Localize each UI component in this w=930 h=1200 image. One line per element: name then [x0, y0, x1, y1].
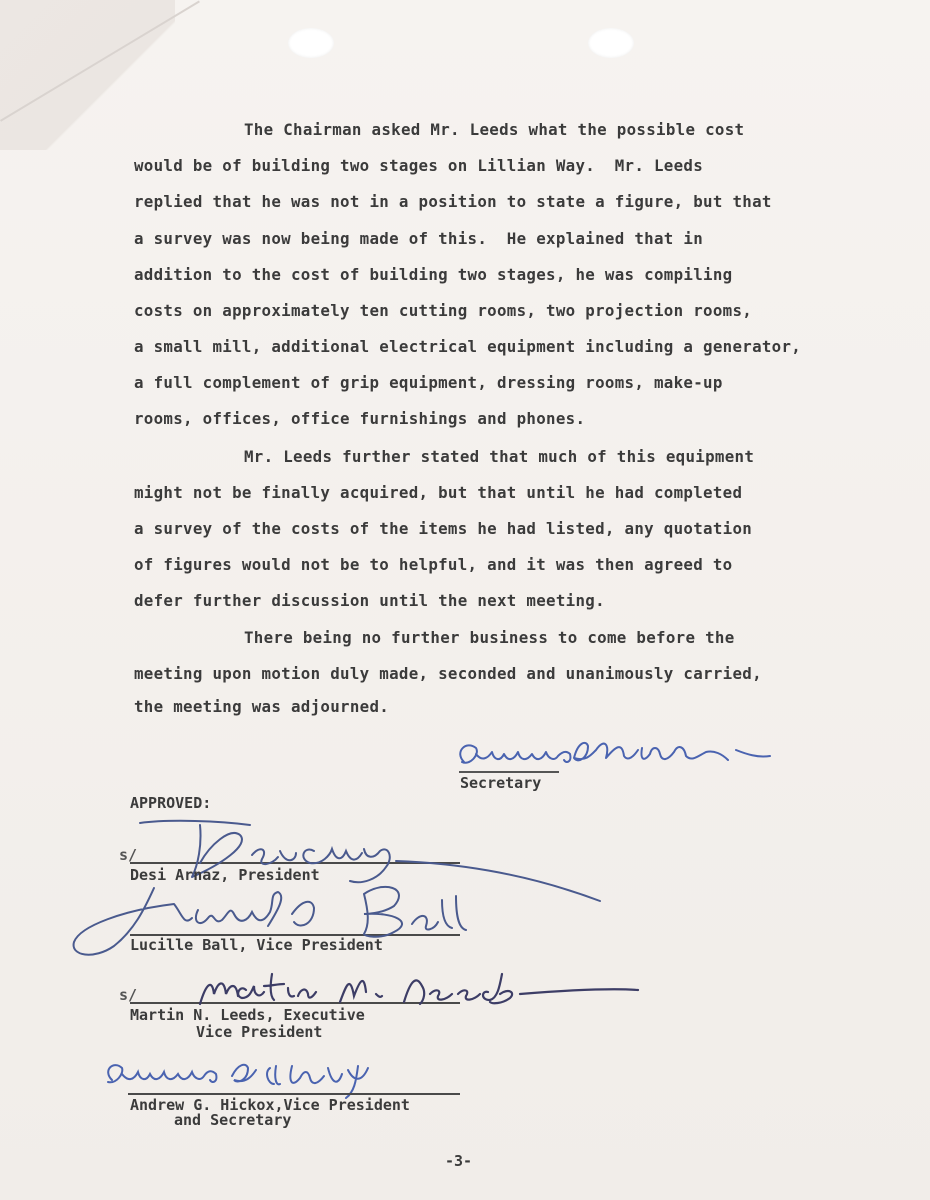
punch-hole-left — [288, 28, 334, 58]
approver-3-prefix: s/ — [119, 986, 138, 1004]
text-line: costs on approximately ten cutting rooms, two projection rooms, — [134, 301, 753, 320]
text-line: would be of building two stages on Lillian Way. Mr. Leeds — [134, 156, 704, 175]
text-line: defer further discussion until the next meeting. — [134, 591, 605, 610]
text-line: of figures would not be to helpful, and it was then agreed to — [134, 555, 733, 574]
approver-1-prefix: s/ — [119, 846, 138, 864]
folded-corner — [0, 0, 175, 150]
page-number: -3- — [445, 1152, 473, 1170]
text-line: the meeting was adjourned. — [134, 697, 390, 716]
text-line: a small mill, additional electrical equipment including a generator, — [134, 337, 802, 356]
secretary-title: Secretary — [460, 774, 542, 792]
text-line: addition to the cost of building two stages, he was compiling — [134, 265, 733, 284]
approver-1-name: Desi Arnaz, President — [130, 866, 320, 884]
punch-hole-right — [588, 28, 634, 58]
approver-4-name-line2: and Secretary — [174, 1111, 292, 1129]
approver-3-name-line2: Vice President — [196, 1023, 323, 1041]
approver-2-name: Lucille Ball, Vice President — [130, 936, 383, 954]
approver-3-name-line1: Martin N. Leeds, Executive — [130, 1006, 365, 1024]
text-line: Mr. Leeds further stated that much of this equipment — [244, 447, 755, 466]
text-line: There being no further business to come before the — [244, 628, 735, 647]
text-line: rooms, offices, office furnishings and phones. — [134, 409, 586, 428]
text-line: replied that he was not in a position to state a figure, but that — [134, 192, 772, 211]
approver-4-name-line1: Andrew G. Hickox,Vice President — [130, 1096, 410, 1114]
text-line: a survey was now being made of this. He explained that in — [134, 229, 704, 248]
text-line: The Chairman asked Mr. Leeds what the possible cost — [244, 120, 745, 139]
secretary-signature-line — [459, 771, 559, 773]
text-line: a full complement of grip equipment, dressing rooms, make-up — [134, 373, 723, 392]
text-line: might not be finally acquired, but that until he had completed — [134, 483, 743, 502]
signature-line — [128, 1093, 460, 1095]
text-line: meeting upon motion duly made, seconded and unanimously carried, — [134, 664, 762, 683]
text-line: a survey of the costs of the items he had listed, any quotation — [134, 519, 753, 538]
approved-label: APPROVED: — [130, 794, 212, 812]
